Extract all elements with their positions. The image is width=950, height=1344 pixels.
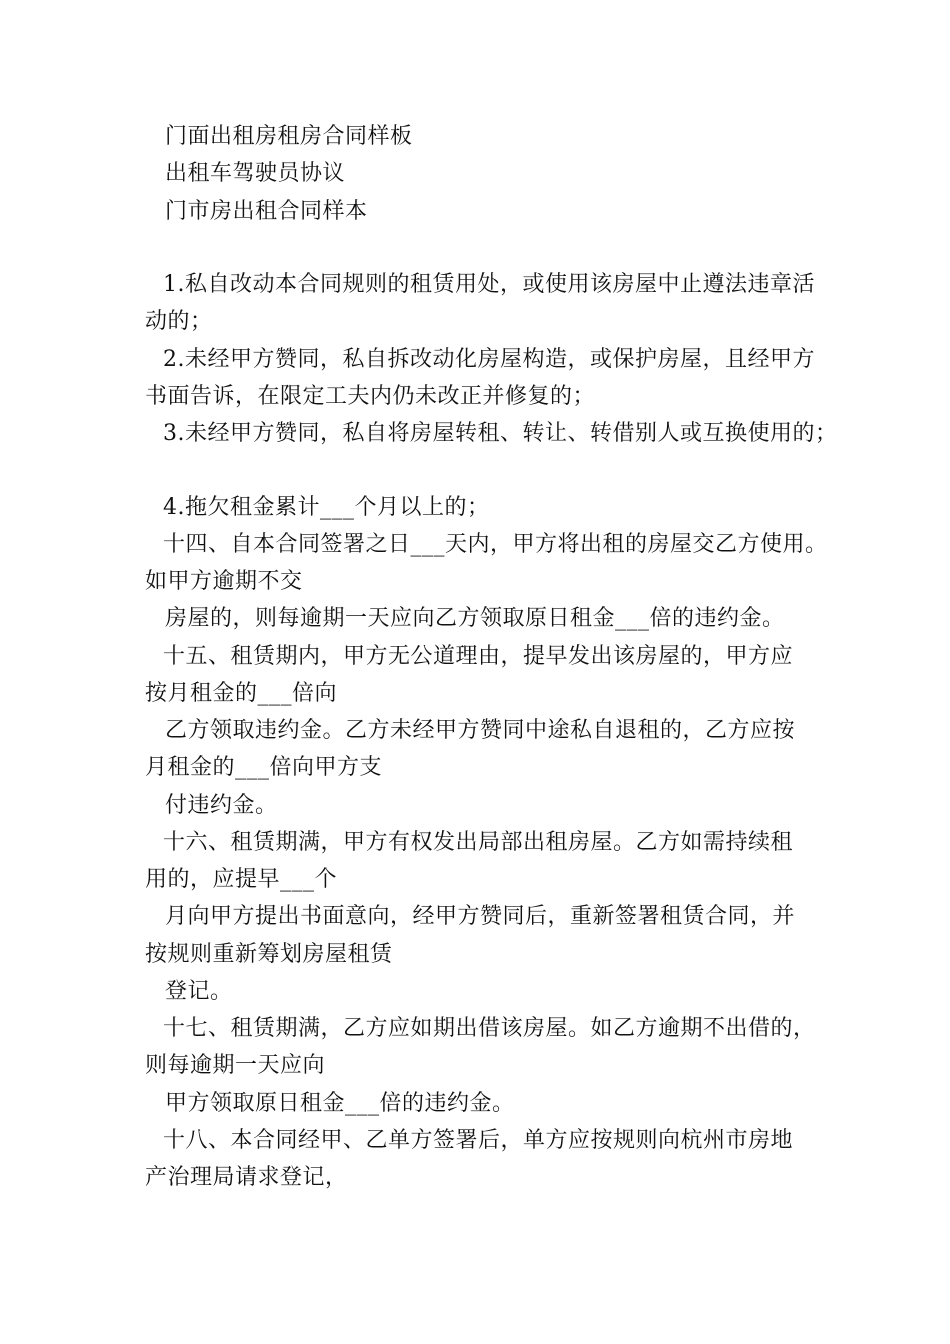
clause-3-line-1: 3.未经甲方赞同，私自将房屋转租、转让、转借别人或互换使用的； (163, 421, 838, 446)
article-17-line-2: 则每逾期一天应向 (145, 1053, 326, 1078)
clause-2-line-2: 书面告诉，在限定工夫内仍未改正并修复的； (145, 384, 596, 409)
article-14-line-3: 房屋的，则每逾期一天应向乙方领取原日租金___倍的违约金。 (165, 606, 785, 631)
article-18-line-1: 十八、本合同经甲、乙单方签署后，单方应按规则向杭州市房地 (163, 1128, 794, 1153)
article-16-line-5: 登记。 (165, 979, 233, 1004)
title-line-3: 门市房出租合同样本 (165, 199, 368, 224)
clause-1-line-2: 动的； (145, 309, 213, 334)
article-15-line-3: 乙方领取违约金。乙方未经甲方赞同中途私自退租的，乙方应按 (165, 718, 796, 743)
clause-2-line-1: 2.未经甲方赞同，私自拆改动化房屋构造，或保护房屋，且经甲方 (163, 347, 815, 372)
title-line-2: 出租车驾驶员协议 (165, 161, 346, 186)
article-15-line-2: 按月租金的___倍向 (145, 681, 338, 706)
article-17-line-1: 十七、租赁期满，乙方应如期出借该房屋。如乙方逾期不出借的， (163, 1016, 816, 1041)
article-14-line-2: 如甲方逾期不交 (145, 569, 303, 594)
article-16-line-1: 十六、租赁期满，甲方有权发出局部出租房屋。乙方如需持续租 (163, 830, 794, 855)
article-16-line-2: 用的，应提早___个 (145, 867, 338, 892)
article-15-line-4: 月租金的___倍向甲方支 (145, 755, 383, 780)
article-17-line-3: 甲方领取原日租金___倍的违约金。 (165, 1091, 515, 1116)
article-18-line-2: 产治理局请求登记， (145, 1165, 348, 1190)
article-14-line-1: 十四、自本合同签署之日___天内，甲方将出租的房屋交乙方使用。 (163, 532, 828, 557)
clause-1-line-1: 1.私自改动本合同规则的租赁用处，或使用该房屋中止遵法违章活 (163, 272, 815, 297)
title-line-1: 门面出租房租房合同样板 (165, 124, 413, 149)
article-16-line-4: 按规则重新筹划房屋租赁 (145, 942, 393, 967)
article-15-line-1: 十五、租赁期内，甲方无公道理由，提早发出该房屋的，甲方应 (163, 644, 794, 669)
article-15-line-5: 付违约金。 (165, 793, 278, 818)
clause-4-line-1: 4.拖欠租金累计___个月以上的； (163, 495, 490, 520)
article-16-line-3: 月向甲方提出书面意向，经甲方赞同后，重新签署租赁合同，并 (165, 904, 796, 929)
